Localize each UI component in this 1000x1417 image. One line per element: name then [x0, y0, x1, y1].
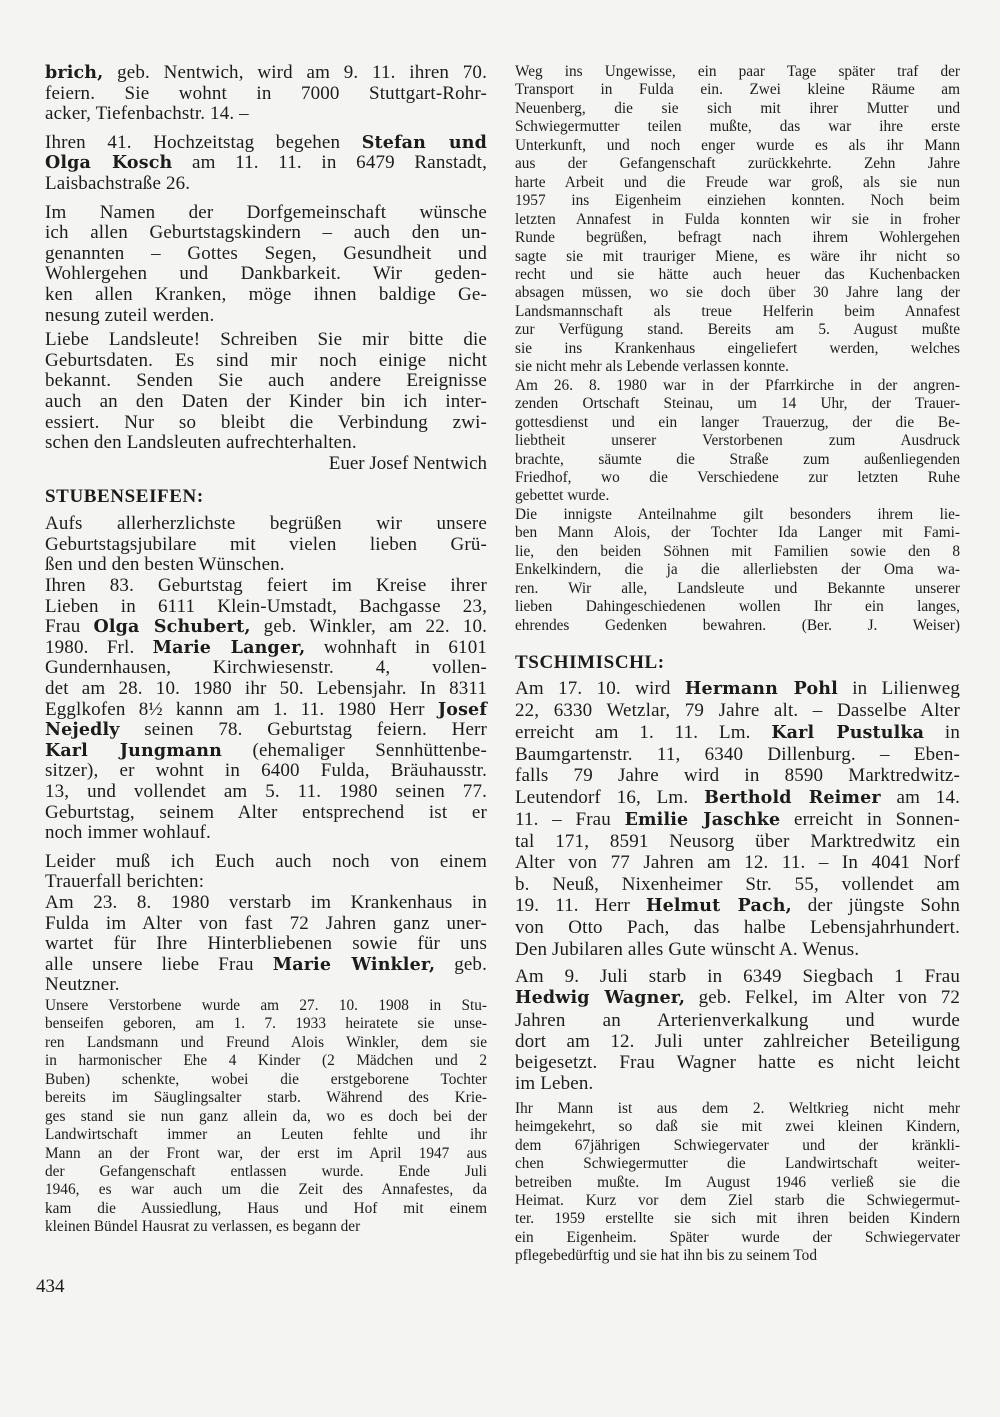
text-line: sitzer), er wohnt in 6400 Fulda, Bräuhausstr. — [45, 760, 487, 782]
text-line — [45, 700, 487, 721]
text-line: Runde begrüßen, befragt nach ihrem Wohlergehen — [515, 229, 960, 247]
text-line: lieben Dahingeschiedenen wollen Ihr ein langes, — [515, 598, 960, 616]
text-segment: 11. – Frau — [515, 808, 625, 830]
text-segment: Ihren 41. Hochzeitstag begehen — [45, 131, 362, 153]
text-line: Euer Josef Nentwich — [328, 452, 487, 474]
bold-name: Karl Jungmann — [45, 740, 223, 761]
text-line: sie ins Krankenhaus eingeliefert werden, welches — [515, 339, 960, 357]
text-line: Weg ins Ungewisse, ein paar Tage später traf der — [515, 63, 960, 80]
page-number: 434 — [36, 1276, 65, 1297]
text-segment: seinen 78. Geburtstag feiern. Herr — [119, 719, 487, 741]
section-heading — [515, 652, 960, 674]
text-line: 22, 6330 Wetzlar, 79 Jahre alt. – Dasselbe Alter — [515, 700, 960, 722]
text-line: Geburtsdaten. Es sind mir noch einige nicht — [45, 349, 487, 371]
text-segment: erreicht in Sonnen- — [780, 808, 960, 830]
text-line: absagen müssen, wo sie doch über 30 Jahre lang der — [515, 284, 960, 302]
paragraph — [515, 506, 960, 635]
text-line: letzten Annafest in Fulda konnten wir sie in froher — [515, 210, 960, 228]
text-segment: in — [924, 721, 961, 743]
text-line: Enkelkindern, die ja die allerliebsten der Oma wa- — [515, 561, 960, 579]
text-line: Lieben in 6111 Klein-Umstadt, Bachgasse 23, — [45, 595, 487, 617]
text-line: nesung zuteil werden. — [45, 304, 215, 326]
text-line: aus der Gefangenschaft zurückkehrte. Zehn Jahre — [515, 155, 960, 173]
text-segment: am 11. 11. in 6479 Ranstadt, — [172, 152, 488, 174]
text-line: Geburtstagsjubilare mit vielen lieben Grü- — [45, 533, 487, 555]
text-line: STUBENSEIFEN: — [45, 486, 204, 508]
text-segment: Frau — [45, 616, 94, 638]
text-line: Die innigste Anteilnahme gilt besonders ihrem lie- — [515, 505, 960, 523]
text-segment: geb. Nentwich, wird am 9. 11. ihren 70. — [103, 62, 487, 83]
paragraph — [515, 966, 960, 1095]
text-line: Mann an der Front war, der erst im April 1947 aus — [45, 1144, 487, 1162]
text-line: Unterkunft, und noch enger wurde es als ihr Mann — [515, 136, 960, 154]
text-line: Fulda im Alter von fast 72 Jahren ganz uner- — [45, 912, 487, 934]
text-line: ben Mann Alois, der Tochter Ida Langer mit Fami- — [515, 524, 960, 542]
bold-name: brich, — [45, 63, 104, 83]
text-line: pflegebedürftig und sie hat ihn bis zu seinem Tod — [515, 1247, 817, 1265]
text-line — [515, 678, 960, 700]
text-line: harte Arbeit und die Freude war groß, als sie nun — [515, 173, 960, 191]
text-segment: geb. Winkler, am 22. 10. — [250, 616, 488, 638]
text-line: noch immer wohlauf. — [45, 822, 211, 844]
paragraph — [45, 576, 487, 844]
text-line: bekannt. Senden Sie auch andere Ereignisse — [45, 370, 487, 392]
text-line: gottesdienst und ein langer Trauerzug, der die Be- — [515, 413, 960, 431]
text-line: 13, und vollendet am 5. 11. 1980 seinen 77. — [45, 781, 487, 802]
text-line — [45, 720, 487, 741]
bold-name: Marie Langer, — [152, 637, 306, 658]
text-line: Neuenberg, die sie sich mit ihrer Mutter und — [515, 99, 960, 117]
paragraph — [515, 1100, 960, 1266]
text-line: Im Namen der Dorfgemeinschaft wünsche — [45, 201, 487, 223]
text-segment: Leutendorf 16, Lm. — [515, 786, 705, 808]
text-line: liebtheit unserer Verstorbenen zum Ausdruck — [515, 432, 960, 450]
text-line: Schwiegermutter teilen mußte, das war ihre erste — [515, 118, 960, 136]
paragraph — [45, 203, 487, 327]
text-segment: Am 17. 10. wird — [515, 678, 685, 700]
text-line: sagte sie mit trauriger Miene, es wäre ihr nicht so — [515, 247, 960, 265]
text-line: ren. Wir alle, Landsleute und Bekannte unserer — [515, 579, 960, 597]
text-line: ein Eigenheim. Später wurde der Schwiegervater — [515, 1228, 960, 1246]
section-heading — [45, 486, 487, 508]
bold-name: Hermann Pohl — [684, 679, 838, 700]
text-line: betreiben mußte. Im August 1946 verließ sie die — [515, 1173, 960, 1191]
text-segment: erreicht am 1. 11. Lm. — [515, 721, 772, 743]
text-line: Aufs allerherzlichste begrüßen wir unsere — [45, 513, 487, 535]
text-segment: 19. 11. Herr — [515, 895, 646, 917]
text-line: det am 28. 10. 1980 ihr 50. Lebensjahr. In 8311 — [45, 678, 487, 700]
text-segment: in Lilienweg — [837, 678, 960, 700]
text-line — [515, 895, 960, 917]
text-line — [515, 722, 960, 744]
text-segment: geb. Felkel, im Alter von 72 — [685, 987, 960, 1009]
text-line — [45, 638, 487, 659]
text-line: Neutzner. — [45, 974, 120, 996]
paragraph — [515, 63, 960, 377]
text-line: chen Schwiegermutter die Landwirtschaft weiter- — [515, 1155, 960, 1173]
text-line: tal 171, 8591 Neusorg über Marktredwitz ein — [515, 831, 960, 853]
text-line: 1946, es war auch um die Zeit des Annafestes, da — [45, 1181, 487, 1199]
paragraph — [45, 514, 487, 576]
bold-name: Marie Winkler, — [272, 954, 436, 975]
text-line: Gundernhausen, Kirchwiesenstr. 4, vollen- — [45, 657, 487, 679]
text-line: Wohlergehen und Dankbarkeit. Wir geden- — [45, 263, 487, 285]
bold-name: Stefan und — [361, 132, 487, 153]
text-line: Am 23. 8. 1980 verstarb im Krankenhaus in — [45, 891, 487, 913]
text-segment: Egglkofen 8½ kannn am 1. 11. 1980 Herr — [45, 698, 438, 720]
text-line: auch an den Daten der Kinder bin ich inter- — [45, 390, 487, 412]
text-line: essiert. Nur so bleibt die Verbindung zwi- — [45, 411, 487, 433]
text-segment: der jüngste Sohn — [791, 895, 961, 917]
text-line: Geburtstag, seinem Alter entsprechend ist er — [45, 801, 487, 823]
text-line: 1957 ins Eigenheim einziehen konnten. Noch beim — [515, 192, 960, 210]
text-line: dort am 12. Juli unter zahlreicher Beteiligung — [515, 1030, 960, 1052]
text-line: Heimat. Kurz vor dem Ziel starb die Schwiegermut- — [515, 1191, 960, 1209]
text-line — [45, 617, 487, 638]
text-line: b. Neuß, Nixenheimer Str. 55, vollendet am — [515, 873, 960, 895]
text-line: ßen und den besten Wünschen. — [45, 554, 285, 576]
text-line: zenden Ortschaft Steinau, um 14 Uhr, der Trauer- — [515, 395, 960, 413]
paragraph — [515, 377, 960, 506]
paragraph — [45, 63, 487, 125]
text-line: Landwirtschaft immer an Leuten fehlte und ihr — [45, 1126, 487, 1144]
bold-name: Josef — [437, 699, 487, 720]
text-line: kam die Aussiedlung, Haus und Hof mit einem — [45, 1199, 487, 1217]
text-line: Transport in Fulda ein. Zwei kleine Räume am — [515, 81, 960, 99]
text-line: Den Jubilaren alles Gute wünscht A. Wenus. — [515, 938, 860, 960]
text-line — [45, 63, 487, 84]
bold-name: Olga Kosch — [45, 153, 173, 174]
bold-name: Berthold Reimer — [704, 787, 881, 808]
text-segment: geb. — [435, 953, 487, 975]
text-line: Baumgartenstr. 11, 6340 Dillenburg. – Eben- — [515, 743, 960, 765]
bold-name: Karl Pustulka — [771, 722, 925, 743]
bold-name: Emilie Jaschke — [624, 809, 781, 830]
text-line: Ihren 83. Geburtstag feiert im Kreise ihrer — [45, 575, 487, 597]
text-line: genannten – Gottes Segen, Gesundheit und — [45, 242, 487, 264]
text-line: kleinen Bündel Hausrat zu verlassen, es begann der — [45, 1218, 361, 1236]
bold-name: Nejedly — [45, 720, 120, 741]
text-line — [45, 955, 487, 976]
bold-name: Helmut Pach, — [645, 896, 792, 917]
text-line: Liebe Landsleute! Schreiben Sie mir bitte die — [45, 329, 487, 351]
text-line: der Gefangenschaft entlassen wurde. Ende Juli — [45, 1163, 487, 1181]
text-line: dem 67jährigen Schwiegervater und der kränkli- — [515, 1136, 960, 1154]
text-line: ter. 1959 erstellte sie sich mit ihren beiden Kindern — [515, 1210, 960, 1228]
text-line: Am 9. Juli starb in 6349 Siegbach 1 Frau — [515, 965, 960, 987]
text-line: ken allen Kranken, möge ihnen baldige Ge- — [45, 283, 487, 305]
paragraph — [45, 133, 487, 195]
bold-name: Olga Schubert, — [93, 617, 251, 638]
text-line: Friedhof, wo die Verschiedene zur letzten Ruhe — [515, 468, 960, 486]
text-line: heimgekehrt, so daß sie mit zwei kleinen Kindern, — [515, 1118, 960, 1136]
text-line: brachte, säumte die Straße zum außenliegenden — [515, 450, 960, 468]
text-line: Jahren an Arterienverkalkung und wurde — [515, 1009, 960, 1031]
text-line — [45, 741, 487, 762]
text-segment: alle unsere liebe Frau — [45, 953, 273, 975]
paragraph — [45, 852, 487, 893]
text-line: Ihr Mann ist aus dem 2. Weltkrieg nicht mehr — [515, 1099, 960, 1117]
paragraph — [45, 893, 487, 996]
text-line: recht und sie hätte auch heuer das Kuchenbacken — [515, 265, 960, 283]
text-line: sie nicht mehr als Lebende verlassen konnte. — [515, 358, 789, 376]
text-line: beigesetzt. Frau Wagner hatte es nicht leicht — [515, 1052, 960, 1074]
text-segment: (ehemaliger Sennhüttenbe- — [222, 739, 487, 761]
text-line: Unsere Verstorbene wurde am 27. 10. 1908 in Stu- — [45, 996, 487, 1014]
text-line: gebettet wurde. — [515, 487, 610, 505]
text-line: benseifen geboren, am 1. 7. 1933 heiratete sie unse- — [45, 1015, 487, 1033]
paragraph — [515, 678, 960, 960]
bold-name: Hedwig Wagner, — [515, 988, 686, 1009]
text-line: falls 79 Jahre wird in 8590 Marktredwitz- — [515, 765, 960, 787]
text-line: zur Verfügung stand. Bereits am 5. August mußte — [515, 321, 960, 339]
text-line: ges stand sie nun ganz allein da, wo es doch bei der — [45, 1107, 487, 1125]
text-line: acker, Tiefenbachstr. 14. – — [45, 103, 249, 125]
text-line: von Otto Pach, das halbe Lebensjahrhundert. — [515, 917, 960, 939]
text-line — [515, 809, 960, 831]
text-line: Alter von 77 Jahren am 12. 11. – In 4041 Norf — [515, 852, 960, 874]
text-segment: 1980. Frl. — [45, 636, 153, 658]
text-line — [515, 987, 960, 1009]
text-line: wartet für Ihre Hinterbliebenen sowie für uns — [45, 933, 487, 955]
text-line: ren Landsmann und Freund Alois Winkler, dem sie — [45, 1033, 487, 1051]
text-segment: wohnhaft in 6101 — [305, 636, 487, 658]
text-line — [45, 153, 487, 174]
text-line: ich allen Geburtstagskindern – auch den un- — [45, 222, 487, 244]
text-line: Trauerfall berichten: — [45, 871, 205, 893]
text-line: in harmonischer Ehe 4 Kinder (2 Mädchen und 2 — [45, 1052, 487, 1070]
text-line: TSCHIMISCHL: — [515, 652, 665, 674]
text-line: ehrendes Gedenken bewahren. (Ber. J. Weiser) — [515, 616, 960, 634]
paragraph — [45, 997, 487, 1237]
text-line — [515, 787, 960, 809]
right-column — [515, 63, 960, 1266]
text-line — [45, 133, 487, 154]
text-line: Am 26. 8. 1980 war in der Pfarrkirche in der angren- — [515, 376, 960, 394]
paragraph — [45, 330, 487, 454]
text-line: im Leben. — [515, 1073, 594, 1095]
text-line: schen den Landsleuten aufrechterhalten. — [45, 432, 357, 454]
text-line: bereits im Säuglingsalter starb. Während des Krie- — [45, 1089, 487, 1107]
text-line: Laisbachstraße 26. — [45, 172, 191, 194]
text-line: Landsmannschaft als treue Helferin beim Annafest — [515, 302, 960, 320]
signature — [45, 454, 487, 475]
text-line: lie, den beiden Söhnen mit Familien sowie den 8 — [515, 542, 960, 560]
left-column — [45, 63, 487, 1237]
text-line: feiern. Sie wohnt in 7000 Stuttgart-Rohr- — [45, 82, 487, 104]
text-segment: am 14. — [880, 786, 961, 808]
text-line: Buben) schenkte, wobei die erstgeborene Tochter — [45, 1070, 487, 1088]
text-line: Leider muß ich Euch auch noch von einem — [45, 850, 487, 872]
